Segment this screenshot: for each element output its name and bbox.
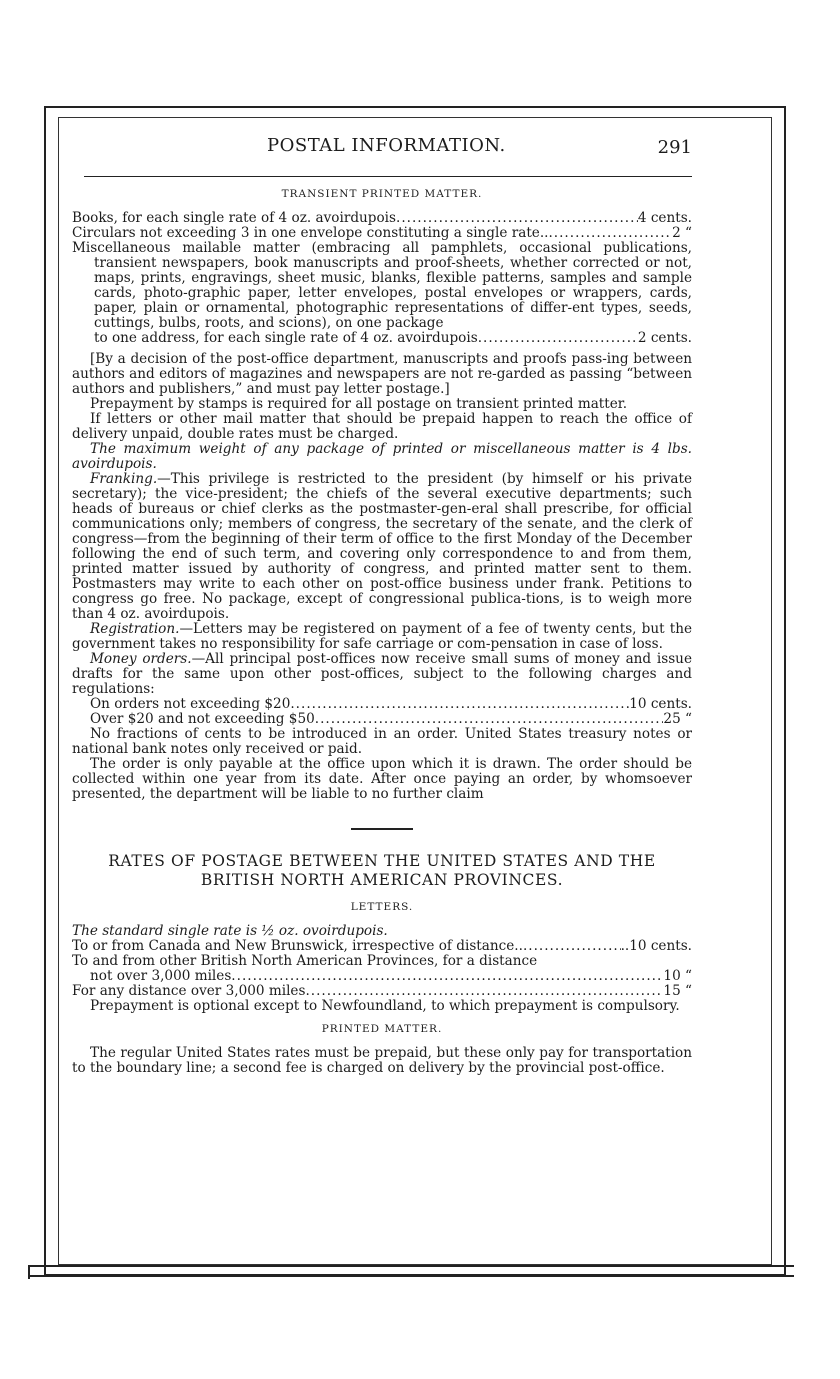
leader-dots — [315, 712, 664, 727]
leader-dots — [396, 211, 638, 226]
order-payable-paragraph: The order is only payable at the office upon which it is drawn. The order should be collected within one year from its date. After once paying an order, by whomsoever presented, the department will be liable to no further claim — [72, 756, 692, 802]
section-title — [72, 852, 692, 890]
rate-value: 2 “ — [672, 225, 692, 241]
order-50 — [72, 712, 692, 727]
money-orders-paragraph — [72, 652, 692, 697]
rate-label: to one address, for each single rate of 4 oz. avoirdupois — [94, 330, 478, 346]
bottom-rule-1 — [28, 1265, 794, 1267]
leader-dots — [305, 984, 663, 999]
registration-label: Registration. — [90, 621, 180, 637]
running-head: POSTAL INFORMATION. — [267, 135, 506, 156]
rate-value: 2 cents. — [637, 330, 692, 346]
franking-label: Franking. — [90, 471, 158, 487]
registration-text: —Letters may be registered on payment of a fee of twenty cents, but the government takes no responsibility for safe carriage or com-pensation in case of loss. — [72, 621, 692, 652]
leader-dots — [523, 939, 621, 954]
leader-dots — [231, 969, 663, 984]
rate-value: 25 “ — [663, 711, 692, 727]
rate-over-3000 — [72, 984, 692, 999]
money-orders-text: —All principal post-offices now receive small sums of money and issue drafts for the same upon other post-offices, subject to the following charges and regulations: — [72, 651, 692, 697]
standard-rate: The standard single rate is ½ oz. ovoirdupois. — [72, 923, 388, 939]
letters-heading: LETTERS. — [350, 901, 414, 913]
money-orders-label: Money orders. — [90, 651, 192, 667]
page-header — [72, 134, 692, 168]
leader-dots — [290, 697, 629, 712]
rate-value: 10 “ — [663, 968, 692, 984]
rate-books — [72, 211, 692, 226]
section-title-line: RATES OF POSTAGE BETWEEN THE UNITED STATES AND THE — [108, 852, 656, 870]
bottom-rule-2 — [28, 1275, 794, 1277]
leader-dots — [478, 331, 638, 346]
rate-label: On orders not exceeding $20 — [90, 696, 291, 712]
max-weight-paragraph: The maximum weight of any package of printed or miscellaneous matter is 4 lbs. avoirdupois. — [72, 441, 692, 472]
section-divider — [351, 828, 413, 830]
rate-misc — [72, 331, 692, 346]
side-rule — [28, 1265, 30, 1279]
rate-label: Circulars not exceeding 3 in one envelope constituting a single rate.. — [72, 225, 549, 241]
franking-text: —This privilege is restricted to the president (by himself or his private secretary); the vice-president; the chiefs of the several executive departments; such heads of bureaus or chief clerks as the postmaster-gen-eral shall prescribe, for official communications only; members of congress, the secretary of the senate, and the clerk of congress—from the beginning of their term of office to the first Monday of the December following the end of such term, and covering only correspondence to and from them, printed matter issued by authority of congress, and printed matter sent to them. Postmasters may write to each other on post-office business under frank. Petitions to congress go free. No package, except of congressional publica-tions, is to weigh more than 4 oz. avoirdupois. — [72, 471, 692, 622]
prepayment-optional-paragraph: Prepayment is optional except to Newfoundland, to which prepayment is compulsory. — [90, 998, 680, 1014]
rate-label: not over 3,000 miles — [90, 968, 232, 984]
rate-label: For any distance over 3,000 miles — [72, 983, 306, 999]
fractions-paragraph: No fractions of cents to be introduced in an order. United States treasury notes or national bank notes only received or paid. — [72, 726, 692, 757]
rate-label: Over $20 and not exceeding $50 — [90, 711, 315, 727]
other-provinces-line: To and from other British North American Provinces, for a distance — [72, 953, 538, 969]
section-title-line: BRITISH NORTH AMERICAN PROVINCES. — [200, 871, 564, 889]
misc-matter-text: Miscellaneous mailable matter (embracing all pamphlets, occasional publications, transient newspapers, book manuscripts and proof-sheets, whether corrected or not, maps, prints, engravings, sheet music, blanks, flexible patterns, samples and sample cards, photo-graphic paper, letter envelopes, postal envelopes or wrappers, cards, paper, plain or ornamental, photographic representations of differ-ent types, seeds, cuttings, bulbs, roots, and scions), on one package — [72, 240, 692, 331]
rate-value: ..10 cents. — [620, 938, 692, 954]
prepayment-paragraph: Prepayment by stamps is required for all postage on transient printed matter. — [90, 396, 628, 412]
printed-matter-paragraph: The regular United States rates must be prepaid, but these only pay for transportation to the boundary line; a second fee is charged on delivery by the provincial post-office. — [72, 1045, 692, 1076]
page-content — [72, 134, 692, 1076]
order-20 — [72, 697, 692, 712]
rate-under-3000 — [72, 969, 692, 984]
franking-paragraph — [72, 472, 692, 622]
rate-label: To or from Canada and New Brunswick, irrespective of distance.. — [72, 938, 523, 954]
header-rule — [84, 176, 692, 177]
rate-circulars — [72, 226, 692, 241]
rate-value: 15 “ — [663, 983, 692, 999]
rate-value: 4 cents. — [637, 210, 692, 226]
transient-heading: TRANSIENT PRINTED MATTER. — [281, 188, 483, 200]
rate-canada — [72, 939, 692, 954]
rate-label: Books, for each single rate of 4 oz. avoirdupois — [72, 210, 396, 226]
page-number: 291 — [657, 137, 692, 158]
rate-value: 10 cents. — [629, 696, 692, 712]
decision-note: [By a decision of the post-office department, manuscripts and proofs pass-ing between authors and editors of magazines and newspapers are not re-garded as passing “between authors and publishers,” and must pay letter postage.] — [72, 351, 692, 397]
double-rates-paragraph: If letters or other mail matter that should be prepaid happen to reach the office of delivery unpaid, double rates must be charged. — [72, 411, 692, 442]
leader-dots — [548, 226, 672, 241]
registration-paragraph — [72, 622, 692, 652]
printed-matter-heading: PRINTED MATTER. — [321, 1023, 443, 1035]
